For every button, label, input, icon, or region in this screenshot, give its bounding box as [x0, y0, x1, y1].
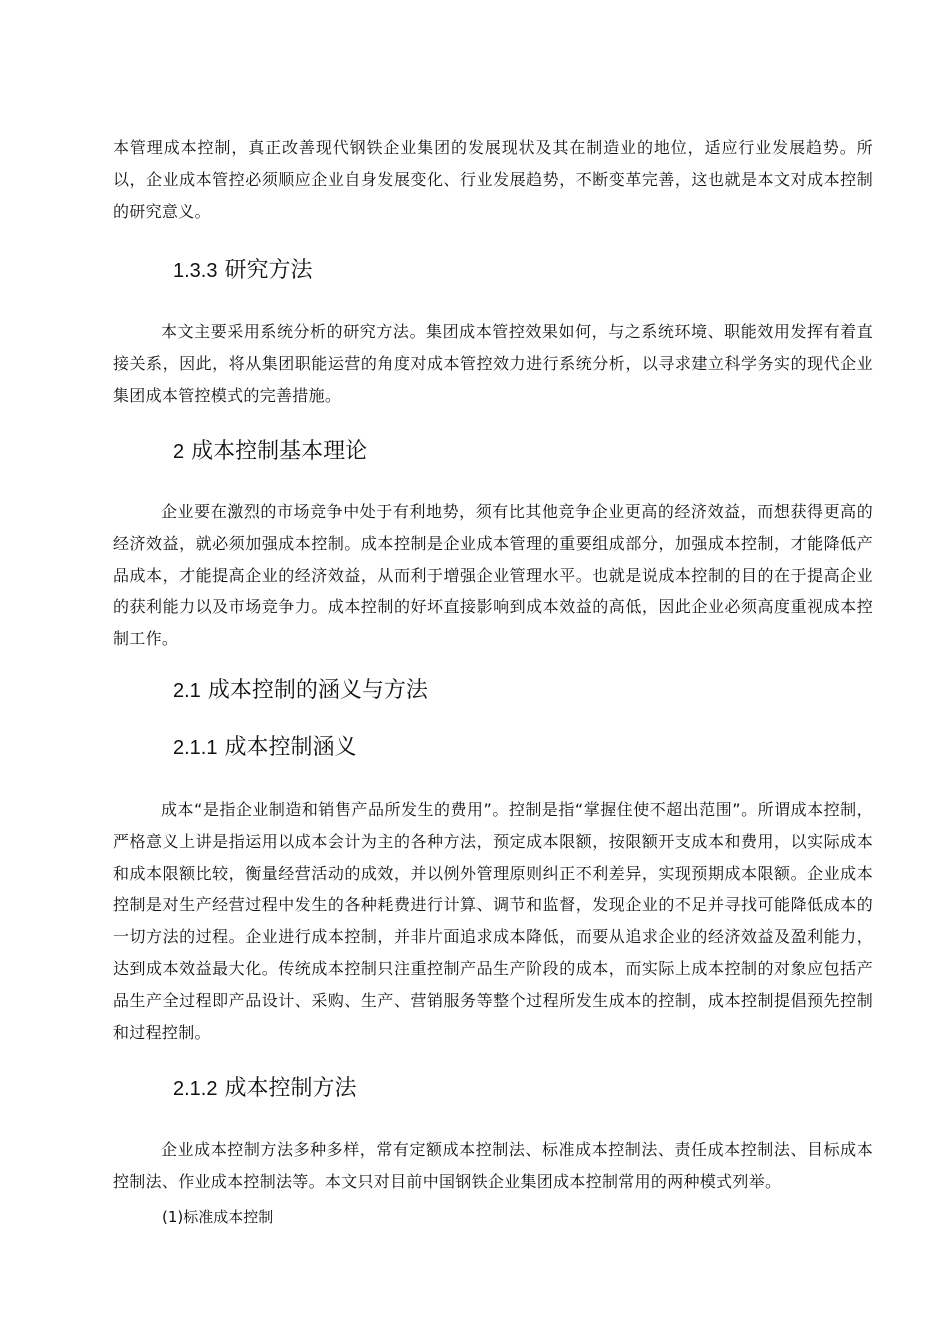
heading-2-1-2: [173, 1074, 357, 1104]
heading-number: 2.1: [173, 680, 201, 702]
heading-2: [173, 437, 367, 467]
paragraph-research-method: 本文主要采用系统分析的研究方法。集团成本管控效果如何，与之系统环境、职能效用发挥有着直接关系，因此，将从集团职能运营的角度对成本管控效力进行系统分析，以寻求建立科学务实的现代企业集团成本管控模式的完善措施。: [113, 322, 873, 405]
list-item-standard-cost-control: (1)标准成本控制: [162, 1208, 274, 1226]
heading-2-1: [173, 676, 428, 706]
heading-number: 2: [173, 441, 185, 463]
heading-number: 2.1.2: [173, 1078, 218, 1100]
heading-text: 成本控制的涵义与方法: [207, 678, 428, 703]
heading-1-3-3: [173, 256, 313, 286]
paragraph-cost-control-meaning: 成本“是指企业制造和销售产品所发生的费用”。控制是指“掌握住使不超出范围”。所谓成本控制，严格意义上讲是指运用以成本会计为主的各种方法，预定成本限额，按限额开支成本和费用，以实际成本和成本限额比较，衡量经营活动的成效，并以例外管理原则纠正不利差异，实现预期成本限额。企业成本控制是对生产经营过程中发生的各种耗费进行计算、调节和监督，发现企业的不足并寻找可能降低成本的一切方法的过程。企业进行成本控制，并非片面追求成本降低，而要从追求企业的经济效益及盈利能力，达到成本效益最大化。传统成本控制只注重控制产品生产阶段的成本，而实际上成本控制的对象应包括产品生产全过程即产品设计、采购、生产、营销服务等整个过程所发生成本的控制，成本控制提倡预先控制和过程控制。: [113, 800, 873, 1042]
heading-2-1-1: [173, 733, 357, 763]
heading-text: 研究方法: [224, 258, 313, 283]
heading-text: 成本控制基本理论: [191, 439, 368, 464]
heading-number: 2.1.1: [173, 737, 218, 759]
heading-number: 1.3.3: [173, 260, 218, 282]
paragraph-research-significance: 本管理成本控制，真正改善现代钢铁企业集团的发展现状及其在制造业的地位，适应行业发展趋势。所以，企业成本管控必须顺应企业自身发展变化、行业发展趋势，不断变革完善，这也就是本文对成本控制的研究意义。: [113, 138, 873, 221]
heading-text: 成本控制涵义: [224, 735, 357, 760]
paragraph-cost-control-theory: 企业要在激烈的市场竞争中处于有利地势，须有比其他竞争企业更高的经济效益，而想获得更高的经济效益，就必须加强成本控制。成本控制是企业成本管理的重要组成部分，加强成本控制，才能降低产品成本，才能提高企业的经济效益，从而利于增强企业管理水平。也就是说成本控制的目的在于提高企业的获利能力以及市场竞争力。成本控制的好坏直接影响到成本效益的高低，因此企业必须高度重视成本控制工作。: [113, 502, 873, 649]
heading-text: 成本控制方法: [224, 1076, 357, 1101]
paragraph-cost-control-methods: 企业成本控制方法多种多样，常有定额成本控制法、标准成本控制法、责任成本控制法、目标成本控制法、作业成本控制法等。本文只对目前中国钢铁企业集团成本控制常用的两种模式列举。: [113, 1140, 873, 1191]
